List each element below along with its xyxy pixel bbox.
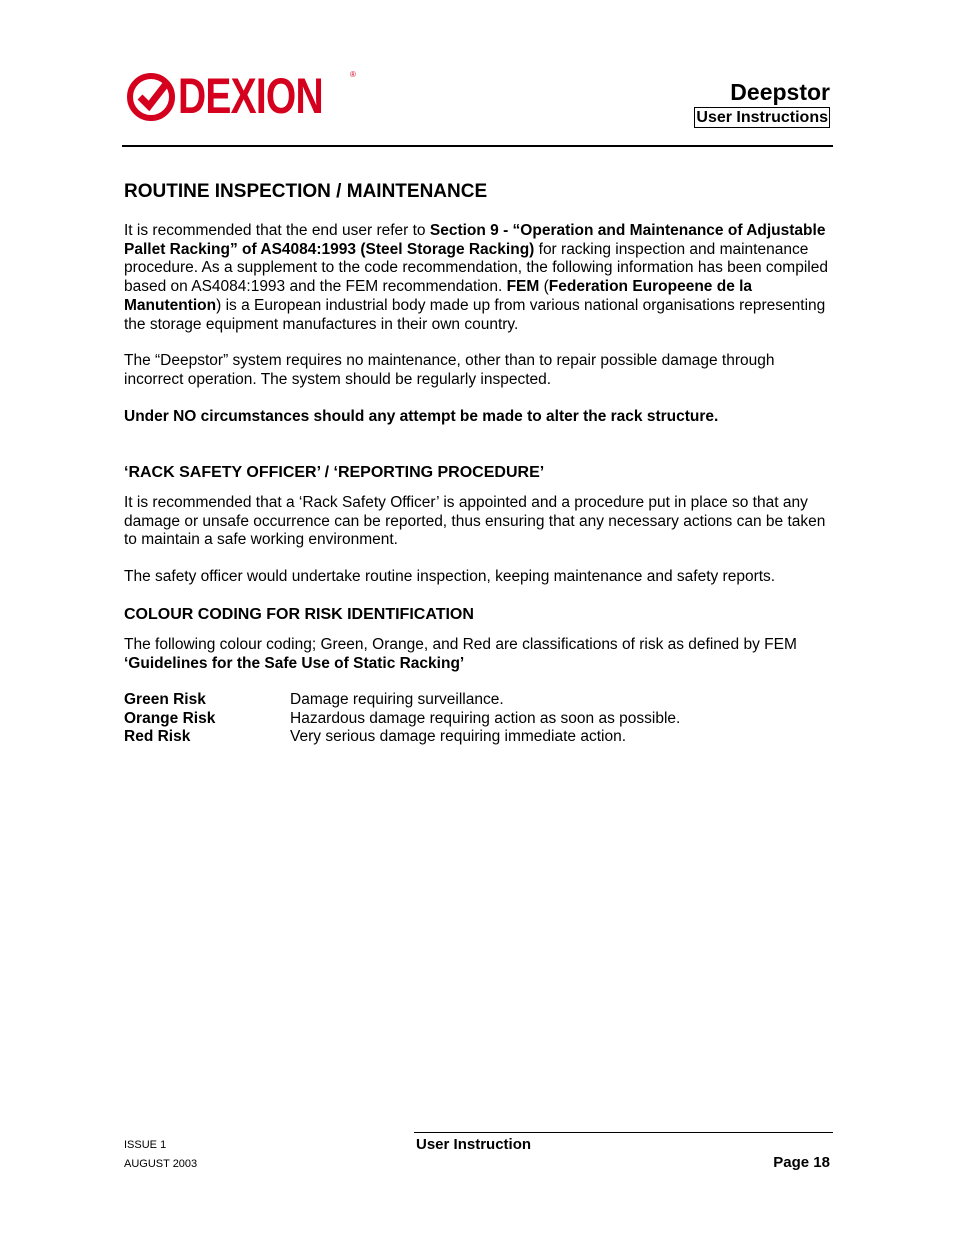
paragraph-maintenance: The “Deepstor” system requires no maintenance, other than to repair possible damage through incorrect operation. The system should be regularly inspected. [124, 352, 775, 388]
section-heading-rack-safety-officer: ‘RACK SAFETY OFFICER’ / ‘REPORTING PROCEDURE’ [124, 464, 545, 481]
risk-description: Damage requiring surveillance. [290, 691, 504, 708]
text-run: The following colour coding; Green, Orange, and Red are classifications of risk as defined by FEM [124, 636, 797, 653]
footer-divider [414, 1132, 833, 1133]
document-title: Deepstor [730, 79, 830, 105]
risk-label: Green Risk [124, 691, 206, 708]
bold-run: FEM [506, 278, 540, 296]
text-run: ) is a European industrial body made up from various national organisations representing the storage equipment manufactures in their own country. [124, 296, 826, 333]
section-heading-routine-inspection: ROUTINE INSPECTION / MAINTENANCE [124, 181, 488, 202]
risk-description: Very serious damage requiring immediate action. [290, 728, 627, 745]
section-heading-colour-coding: COLOUR CODING FOR RISK IDENTIFICATION [124, 606, 474, 623]
bold-run: ‘Guidelines for the Safe Use of Static Racking’ [124, 654, 465, 672]
text-run: for racking inspection and maintenance procedure. As a supplement to the code recommendation, the following information has been compiled based on AS4084:1993 and the FEM recommendation. [124, 240, 828, 296]
text-run: It is recommended that the end user refer to [124, 222, 430, 239]
text-run: ( [539, 278, 549, 296]
risk-label: Orange Risk [124, 710, 216, 727]
paragraph-safety-duties: The safety officer would undertake routine inspection, keeping maintenance and safety reports. [124, 568, 776, 585]
footer-page-number: Page 18 [773, 1154, 830, 1171]
check-circle-icon [126, 70, 176, 124]
risk-label: Red Risk [124, 728, 191, 745]
footer-center-label: User Instruction [416, 1136, 532, 1153]
dexion-logo [126, 70, 360, 124]
bold-run: Section 9 - “Operation and Maintenance of Adjustable Pallet Racking” of AS4084:1993 (Steel Storage Racking) [124, 222, 826, 258]
paragraph-colour-coding [124, 636, 836, 673]
document-subtitle: User Instructions [696, 109, 828, 126]
logo-wordmark: DEXION [178, 68, 323, 124]
risk-description: Hazardous damage requiring action as soon as possible. [290, 710, 681, 727]
registered-mark: ® [350, 70, 356, 79]
footer-date: AUGUST 2003 [124, 1158, 198, 1170]
paragraph-safety-officer: It is recommended that a ‘Rack Safety Officer’ is appointed and a procedure put in place so that any damage or unsafe occurrence can be reported, thus ensuring that any necessary actions can be taken to maintain a safe working environment. [124, 494, 826, 549]
paragraph-warning: Under NO circumstances should any attempt be made to alter the rack structure. [124, 408, 719, 425]
header-divider [122, 145, 833, 147]
footer-issue: ISSUE 1 [124, 1139, 167, 1151]
paragraph-intro [124, 222, 836, 334]
bold-run: Federation Europeene de la Manutention [124, 278, 753, 314]
